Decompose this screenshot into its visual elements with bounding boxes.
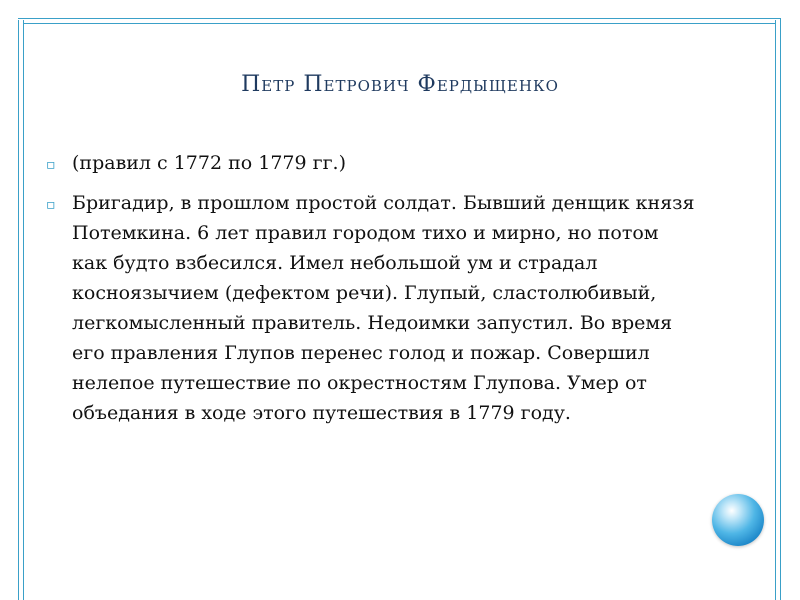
frame-border-left-inner [23,20,24,600]
hollow-square-bullet-icon: ▫ [46,157,56,173]
bullet-text: Бригадир, в прошлом простой солдат. Бывший денщик князя Потемкина. 6 лет правил городом тихо и мирно, но потом как будто взбесился. Имел небольшой ум и страдал косноязычием (дефектом речи). Глупый, сластолюбивый, легкомысленный правитель. Недоимки запустил. Во время его правления Глупов перенес голод и пожар. Совершил нелепое путешествие по окрестностям Глупова. Умер от объедания в ходе этого путешествия в 1779 году. [72,192,695,424]
blue-orb-icon [712,494,764,546]
frame-border-top-inner [23,23,775,24]
bullet-item [46,188,696,428]
bullet-item [46,148,696,178]
bullet-text: (правил с 1772 по 1779 гг.) [72,152,347,174]
frame-border-right-inner [775,20,776,600]
frame-border-right-outer [780,18,781,600]
frame-border-left-outer [18,20,19,600]
frame-border-top-outer [18,18,780,19]
slide-title: Петр Петрович Фердыщенко [241,72,559,97]
hollow-square-bullet-icon: ▫ [46,197,56,213]
bullet-list [46,148,696,438]
